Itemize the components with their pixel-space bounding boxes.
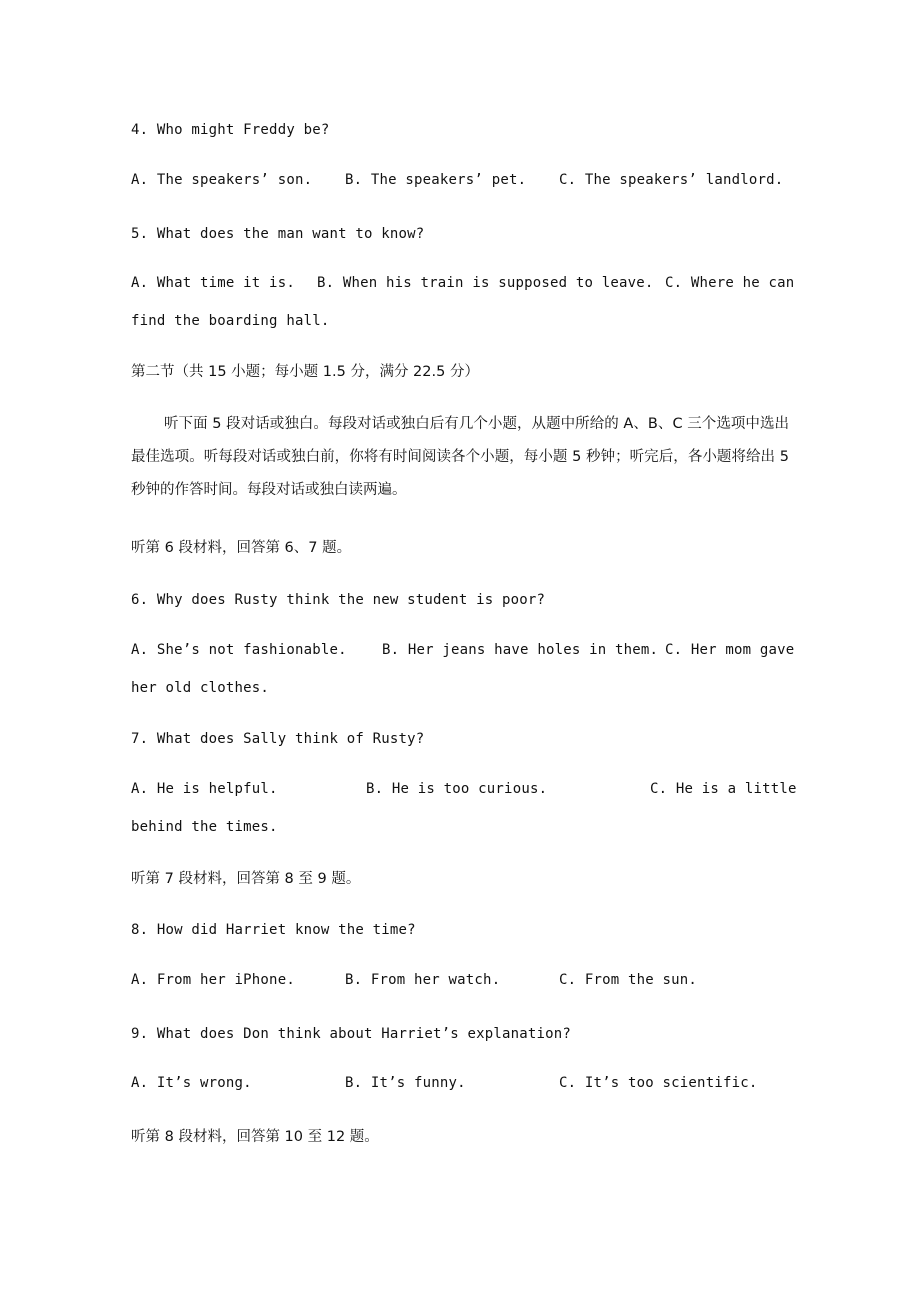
question-7-options: [131, 781, 797, 801]
question-8-stem: 8. How did Harriet know the time?: [131, 922, 416, 938]
option-b: B. Her jeans have holes in them.: [382, 642, 659, 658]
section-2-header: 第二节（共 15 小题；每小题 1.5 分，满分 22.5 分）: [131, 364, 479, 380]
question-8-options: [131, 972, 791, 992]
option-c: C. From the sun.: [559, 972, 698, 988]
option-a: A. What time it is.: [131, 275, 295, 291]
option-b: B. The speakers’ pet.: [345, 172, 527, 188]
question-7-option-c-continued: behind the times.: [131, 819, 278, 835]
question-4-stem: 4. Who might Freddy be?: [131, 122, 330, 138]
option-c: C. He is a little: [650, 781, 797, 797]
option-a: A. She’s not fashionable.: [131, 642, 347, 658]
question-5-option-c-continued: find the boarding hall.: [131, 313, 330, 329]
option-b: B. When his train is supposed to leave.: [317, 275, 654, 291]
question-5-options: [131, 275, 795, 295]
option-c: C. The speakers’ landlord.: [559, 172, 784, 188]
section-2-instructions: 听下面 5 段对话或独白。每段对话或独白后有几个小题，从题中所给的 A、B、C 三个选项中选出最佳选项。听每段对话或独白前，你将有时间阅读各个小题，每小题 5 秒钟；听完后，各小题将给出 5 秒钟的作答时间。每段对话或独白读两遍。: [131, 416, 789, 498]
question-9-stem: 9. What does Don think about Harriet’s explanation?: [131, 1026, 572, 1042]
question-5-stem: 5. What does the man want to know?: [131, 226, 425, 242]
option-a: A. The speakers’ son.: [131, 172, 313, 188]
option-c: C. It’s too scientific.: [559, 1075, 758, 1091]
option-a: A. He is helpful.: [131, 781, 278, 797]
question-9-options: [131, 1075, 791, 1095]
question-6-stem: 6. Why does Rusty think the new student is poor?: [131, 592, 546, 608]
option-c: C. Her mom gave: [665, 642, 795, 658]
option-b: B. From her watch.: [345, 972, 501, 988]
option-b: B. It’s funny.: [345, 1075, 466, 1091]
question-6-options: [131, 642, 795, 662]
question-4-options: [131, 172, 791, 192]
option-a: A. From her iPhone.: [131, 972, 295, 988]
material-8-header: 听第 8 段材料，回答第 10 至 12 题。: [131, 1129, 379, 1145]
question-6-option-c-continued: her old clothes.: [131, 680, 270, 696]
material-6-header: 听第 6 段材料，回答第 6、7 题。: [131, 540, 352, 556]
option-c: C. Where he can: [665, 275, 795, 291]
option-a: A. It’s wrong.: [131, 1075, 252, 1091]
option-b: B. He is too curious.: [366, 781, 548, 797]
material-7-header: 听第 7 段材料，回答第 8 至 9 题。: [131, 871, 361, 887]
question-7-stem: 7. What does Sally think of Rusty?: [131, 731, 425, 747]
